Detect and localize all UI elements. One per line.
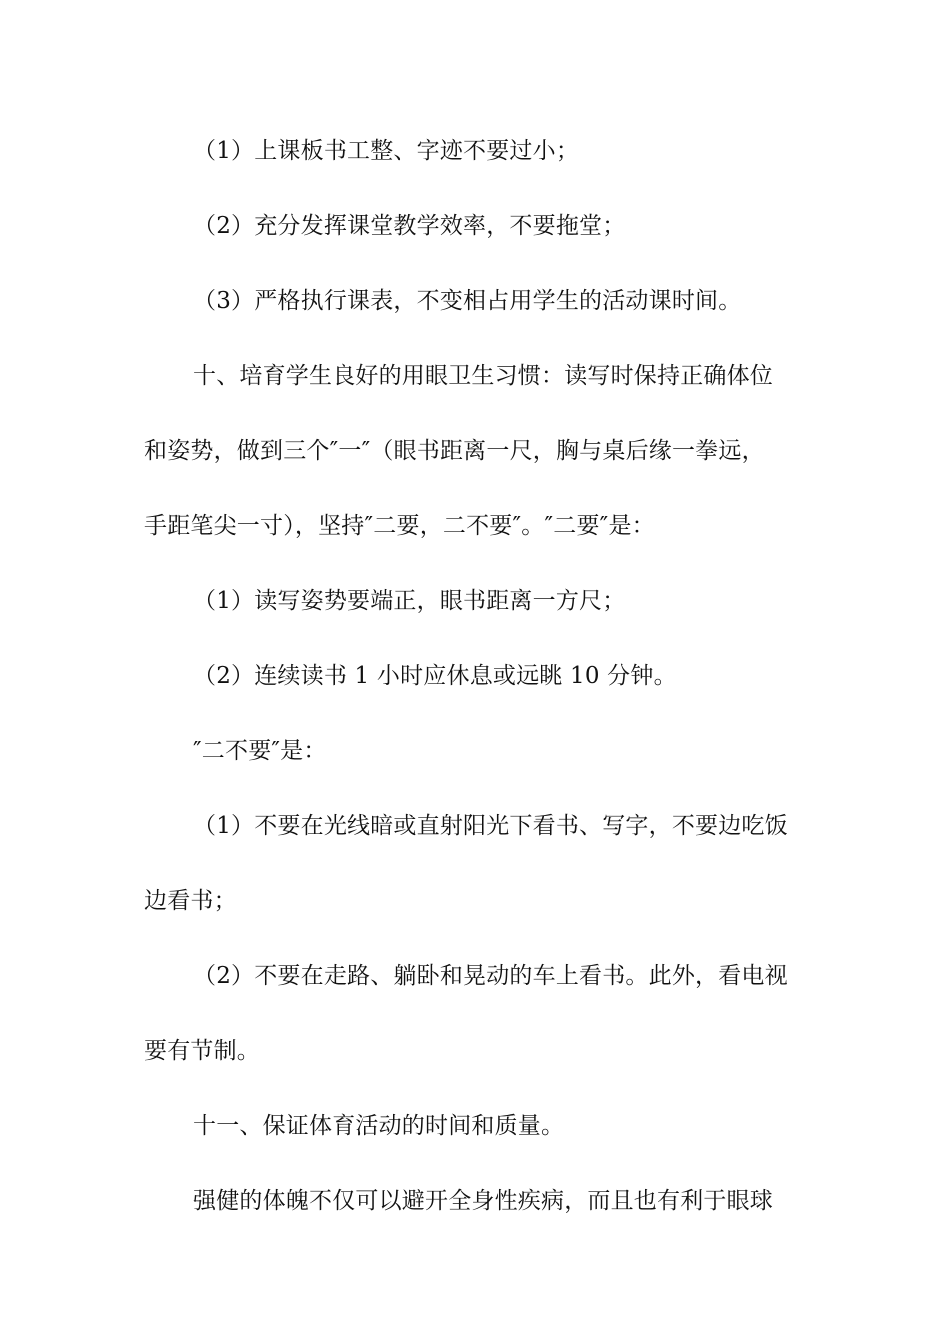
paragraph-line: （1）不要在光线暗或直射阳光下看书、写字，不要边吃饭 [193,813,788,839]
paragraph-line: ″二不要″是： [193,738,327,764]
paragraph-line: （2）连续读书 1 小时应休息或远眺 10 分钟。 [193,663,677,689]
paragraph-line: 边看书； [144,888,237,914]
paragraph-line: （3）严格执行课表，不变相占用学生的活动课时间。 [193,288,742,314]
paragraph-line: 要有节制。 [144,1038,260,1064]
paragraph-line: 和姿势，做到三个″一″（眼书距离一尺，胸与桌后缘一拳远， [144,438,765,464]
paragraph-line: 手距笔尖一寸），坚持″二要，二不要″。″二要″是： [144,513,655,539]
paragraph-line: （1）上课板书工整、字迹不要过小； [193,138,580,164]
section-heading-line: 十、培育学生良好的用眼卫生习惯：读写时保持正确体位 [193,363,773,389]
paragraph-line: （2）充分发挥课堂教学效率，不要拖堂； [193,213,626,239]
paragraph-line: （1）读写姿势要端正，眼书距离一方尺； [193,588,626,614]
paragraph-line: 强健的体魄不仅可以避开全身性疾病，而且也有利于眼球 [193,1188,773,1214]
section-heading-line: 十一、保证体育活动的时间和质量。 [193,1113,565,1139]
paragraph-line: （2）不要在走路、躺卧和晃动的车上看书。此外，看电视 [193,963,788,989]
